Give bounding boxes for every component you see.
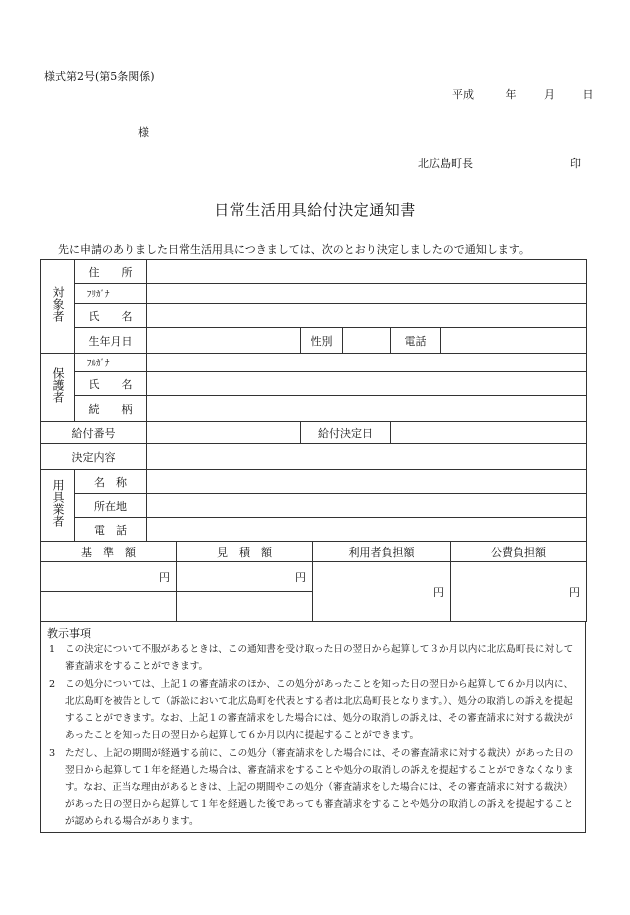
date-line xyxy=(452,86,594,102)
relation-field[interactable] xyxy=(147,396,587,422)
fee-header-estimate: 見 積 額 xyxy=(177,542,313,562)
user-burden-field[interactable]: 円 xyxy=(313,562,451,622)
standard-amount-extra-field[interactable] xyxy=(41,592,177,622)
birthdate-field[interactable] xyxy=(147,328,301,354)
decision-field[interactable] xyxy=(147,444,587,470)
grant-date-label: 給付決定日 xyxy=(301,422,391,444)
vendor-phone-field[interactable] xyxy=(147,518,587,542)
fee-header-standard: 基 準 額 xyxy=(41,542,177,562)
guardian-group-label: 保護者 xyxy=(41,354,75,422)
fee-header-public-burden: 公費負担額 xyxy=(451,542,587,562)
grant-number-field[interactable] xyxy=(147,422,301,444)
vendor-name-label: 名 称 xyxy=(75,470,147,494)
notice-section xyxy=(40,621,586,833)
standard-amount-field[interactable]: 円 xyxy=(41,562,177,592)
sex-field[interactable] xyxy=(343,328,391,354)
subject-group-label: 対象者 xyxy=(41,260,75,354)
guardian-furigana-label: ﾌﾙｶﾞﾅ xyxy=(75,354,147,372)
seal-mark: 印 xyxy=(570,157,581,170)
vendor-name-field[interactable] xyxy=(147,470,587,494)
notice-item-3: 3 ただし、上記の期間が経過する前に、この処分（審査請求をした場合には、その審査請求に対する裁決）があった日の翌日から起算して１年を経過した場合は、審査請求をすることや処分の取消しの訴えを提起することができなくなります。なお、正当な理由があるときは、上記の期間やこの処分（審査請求をした場合には、その審査請求に対する裁決）があった日の翌日から起算して１年を経過した後であっても審査請求をすることや処分の取消しの訴えを提起することが認められる場合があります。 xyxy=(49,748,574,827)
vendor-location-label: 所在地 xyxy=(75,494,147,518)
relation-label: 続 柄 xyxy=(75,396,147,422)
notice-heading: 教示事項 xyxy=(47,627,91,640)
estimate-amount-extra-field[interactable] xyxy=(177,592,313,622)
estimate-amount-field[interactable]: 円 xyxy=(177,562,313,592)
subject-furigana-label: ﾌﾘｶﾞﾅ xyxy=(75,284,147,304)
guardian-furigana-field[interactable] xyxy=(147,354,587,372)
subject-name-field[interactable] xyxy=(147,304,587,328)
fee-header-user-burden: 利用者負担額 xyxy=(313,542,451,562)
notice-item-2: 2 この処分については、上記１の審査請求のほか、この処分があったことを知った日の翌日から起算して６か月以内に、北広島町を被告として（訴訟において北広島町を代表とする者は北広島町長となります。）、処分の取消しの訴えを提起することができます。なお、上記１の審査請求をした場合には、処分の取消しの訴えは、その審査請求に対する裁決があったことを知った日の翌日から起算して６か月以内に提起することができます。 xyxy=(49,679,574,741)
addressee-suffix: 様 xyxy=(138,126,149,139)
address-field[interactable] xyxy=(147,260,587,284)
vendor-phone-label: 電 話 xyxy=(75,518,147,542)
intro-text: 先に申請のありました日常生活用具につきましては、次のとおり決定しましたので通知します。 xyxy=(58,243,530,256)
date-month: 月 xyxy=(544,88,555,101)
fee-table xyxy=(40,541,587,622)
subject-name-label: 氏 名 xyxy=(75,304,147,328)
address-label: 住 所 xyxy=(75,260,147,284)
vendor-location-field[interactable] xyxy=(147,494,587,518)
grant-number-label: 給付番号 xyxy=(41,422,147,444)
birthdate-label: 生年月日 xyxy=(75,328,147,354)
sex-label: 性別 xyxy=(301,328,343,354)
guardian-name-field[interactable] xyxy=(147,372,587,396)
form-number: 様式第2号(第5条関係) xyxy=(44,70,155,83)
date-day: 日 xyxy=(582,88,594,101)
subject-furigana-field[interactable] xyxy=(147,284,587,304)
phone-field[interactable] xyxy=(441,328,587,354)
public-burden-field[interactable]: 円 xyxy=(451,562,587,622)
date-era: 平成 xyxy=(452,88,474,101)
date-year: 年 xyxy=(505,88,517,101)
guardian-name-label: 氏 名 xyxy=(75,372,147,396)
vendor-group-label: 用具業者 xyxy=(41,470,75,542)
document-title: 日常生活用具給付決定通知書 xyxy=(214,201,416,219)
decision-label: 決定内容 xyxy=(41,444,147,470)
phone-label: 電話 xyxy=(391,328,441,354)
notice-item-1: 1 この決定について不服があるときは、この通知書を受け取った日の翌日から起算して３か月以内に北広島町長に対して審査請求をすることができます。 xyxy=(49,644,574,672)
application-table xyxy=(40,259,587,542)
grant-date-field[interactable] xyxy=(391,422,587,444)
issuer-name: 北広島町長 xyxy=(418,157,473,170)
